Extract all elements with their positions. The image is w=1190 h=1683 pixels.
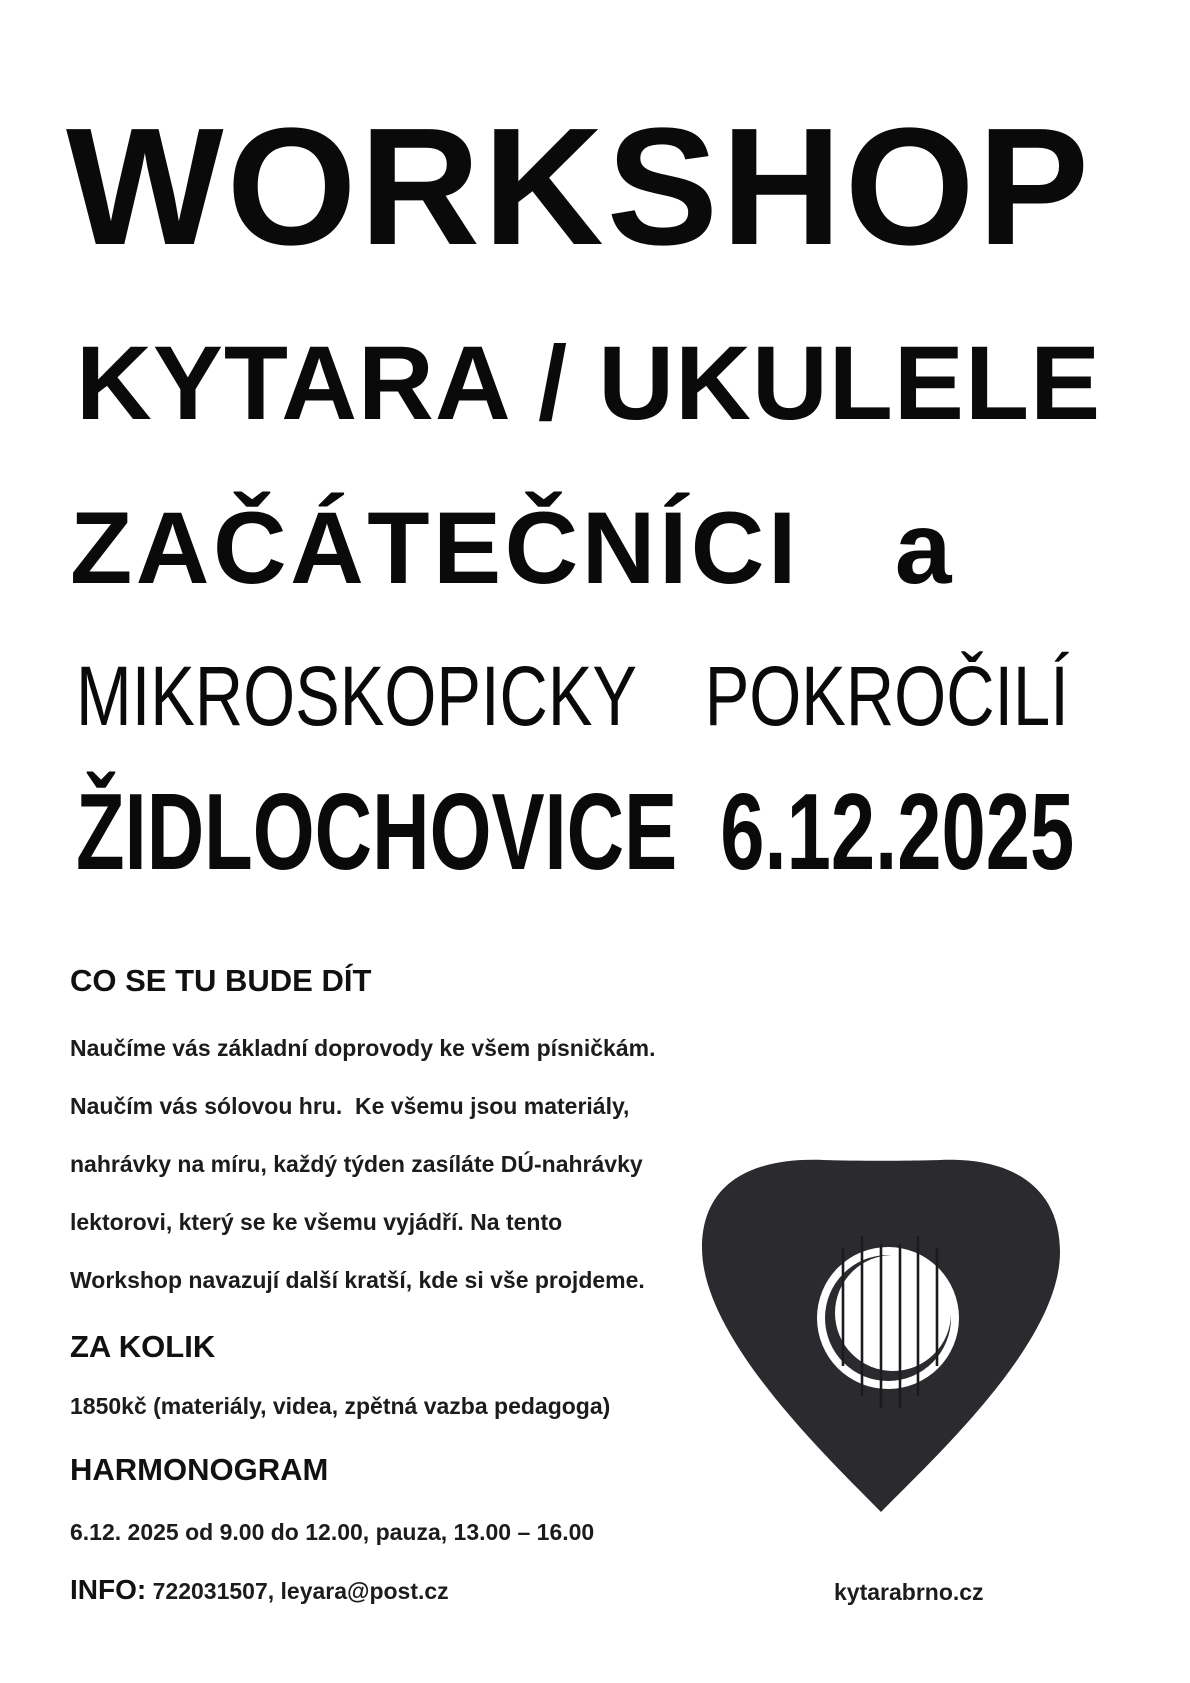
schedule-text: 6.12. 2025 od 9.00 do 12.00, pauza, 13.00 – 16.00 [70, 1519, 595, 1545]
section-heading-schedule: HARMONOGRAM [70, 1452, 329, 1487]
info-contact: 722031507, leyara@post.cz [146, 1578, 449, 1604]
level-conjunction: a [894, 491, 952, 605]
what-text-line: nahrávky na míru, každý týden zasíláte DÚ-nahrávky [70, 1151, 643, 1177]
section-heading-what: CO SE TU BUDE DÍT [70, 963, 372, 998]
poster-title: WORKSHOP [66, 94, 1092, 280]
event-date: 6.12.2025 [720, 771, 1075, 893]
place-name: ŽIDLOCHOVICE [76, 771, 678, 893]
guitar-pick-graphic [690, 1140, 1070, 1525]
what-text-line: Naučíme vás základní doprovody ke všem písničkám. [70, 1035, 656, 1061]
level-advanced-word2: POKROČILÍ [704, 649, 1069, 743]
level-advanced-word1: MIKROSKOPICKY [76, 649, 638, 743]
level-advanced-line [76, 649, 1069, 743]
what-text-line: lektorovi, který se ke všemu vyjádří. Na tento [70, 1209, 563, 1235]
instruments-line: KYTARA / UKULELE [76, 325, 1102, 442]
price-text: 1850kč (materiály, videa, zpětná vazba pedagoga) [70, 1393, 611, 1419]
info-label: INFO: [70, 1574, 147, 1605]
website-link: kytarabrno.cz [834, 1579, 984, 1605]
what-text-line: Naučím vás sólovou hru. Ke všemu jsou materiály, [70, 1093, 630, 1119]
level-beginners: ZAČÁTEČNÍCI [70, 491, 800, 605]
place-date-line [76, 771, 1075, 893]
what-text-line: Workshop navazují další kratší, kde si vše projdeme. [70, 1267, 645, 1293]
section-heading-price: ZA KOLIK [70, 1329, 216, 1364]
level-line [70, 491, 952, 605]
soundhole-inner [835, 1255, 951, 1371]
info-line [70, 1576, 449, 1604]
